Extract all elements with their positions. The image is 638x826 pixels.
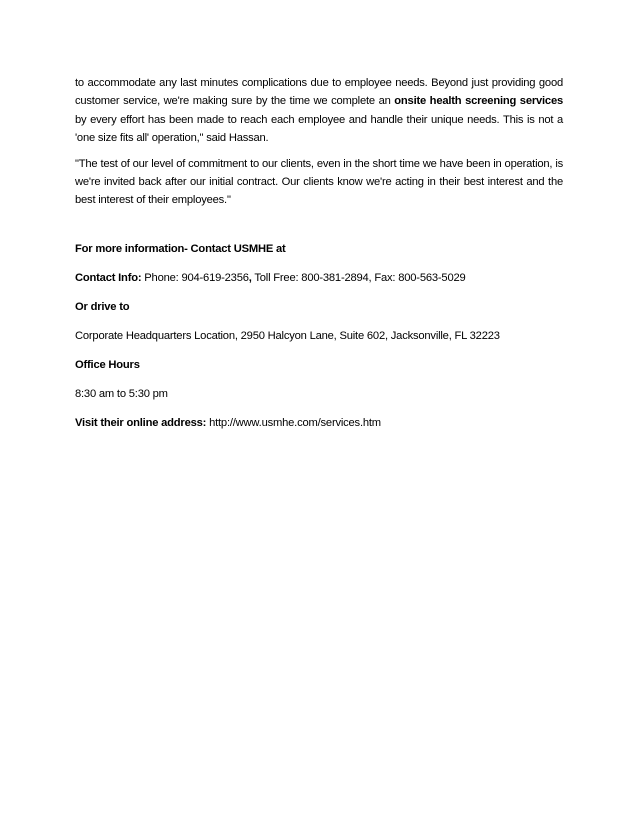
separator-comma: ,: [248, 271, 252, 284]
contact-section: [75, 240, 563, 432]
commitment-quote-paragraph: [75, 155, 563, 210]
visit-line: [75, 414, 563, 432]
contact-info-label: Contact Info:: [75, 271, 142, 284]
visit-label: Visit their online address:: [75, 416, 207, 429]
paragraph-text: "The test of our level of commitment to our clients, even in the short time we have been in operation, is we're invited back after our initial contract. Our clients know we're acting in their best interest and the best interest of their employees.": [75, 157, 563, 207]
phone-text: Phone: 904-619-2356: [141, 271, 249, 284]
paragraph-text: by every effort has been made to reach each employee and handle their unique needs. This is not a 'one size fits all' operation," said Hassan.: [75, 113, 563, 145]
contact-info-line: [75, 269, 563, 287]
office-hours-text: 8:30 am to 5:30 pm: [75, 387, 168, 400]
contact-heading: For more information- Contact USMHE at: [75, 242, 286, 255]
website-url: http://www.usmhe.com/services.htm: [206, 416, 381, 429]
paragraph-text: to accommodate any last minutes complications due to employee needs. Beyond just providing good customer service, we're making sure by the time we complete an: [75, 77, 563, 108]
bold-phrase: onsite health screening services: [394, 95, 563, 108]
office-hours-heading: Office Hours: [75, 358, 140, 371]
document-page: [75, 74, 563, 432]
tollfree-fax-text: Toll Free: 800-381-2894, Fax: 800-563-5029: [251, 271, 466, 284]
quote-paragraph-continued: [75, 74, 563, 148]
address-text: Corporate Headquarters Location, 2950 Halcyon Lane, Suite 602, Jacksonville, FL 32223: [75, 329, 500, 342]
drive-heading: Or drive to: [75, 300, 130, 313]
